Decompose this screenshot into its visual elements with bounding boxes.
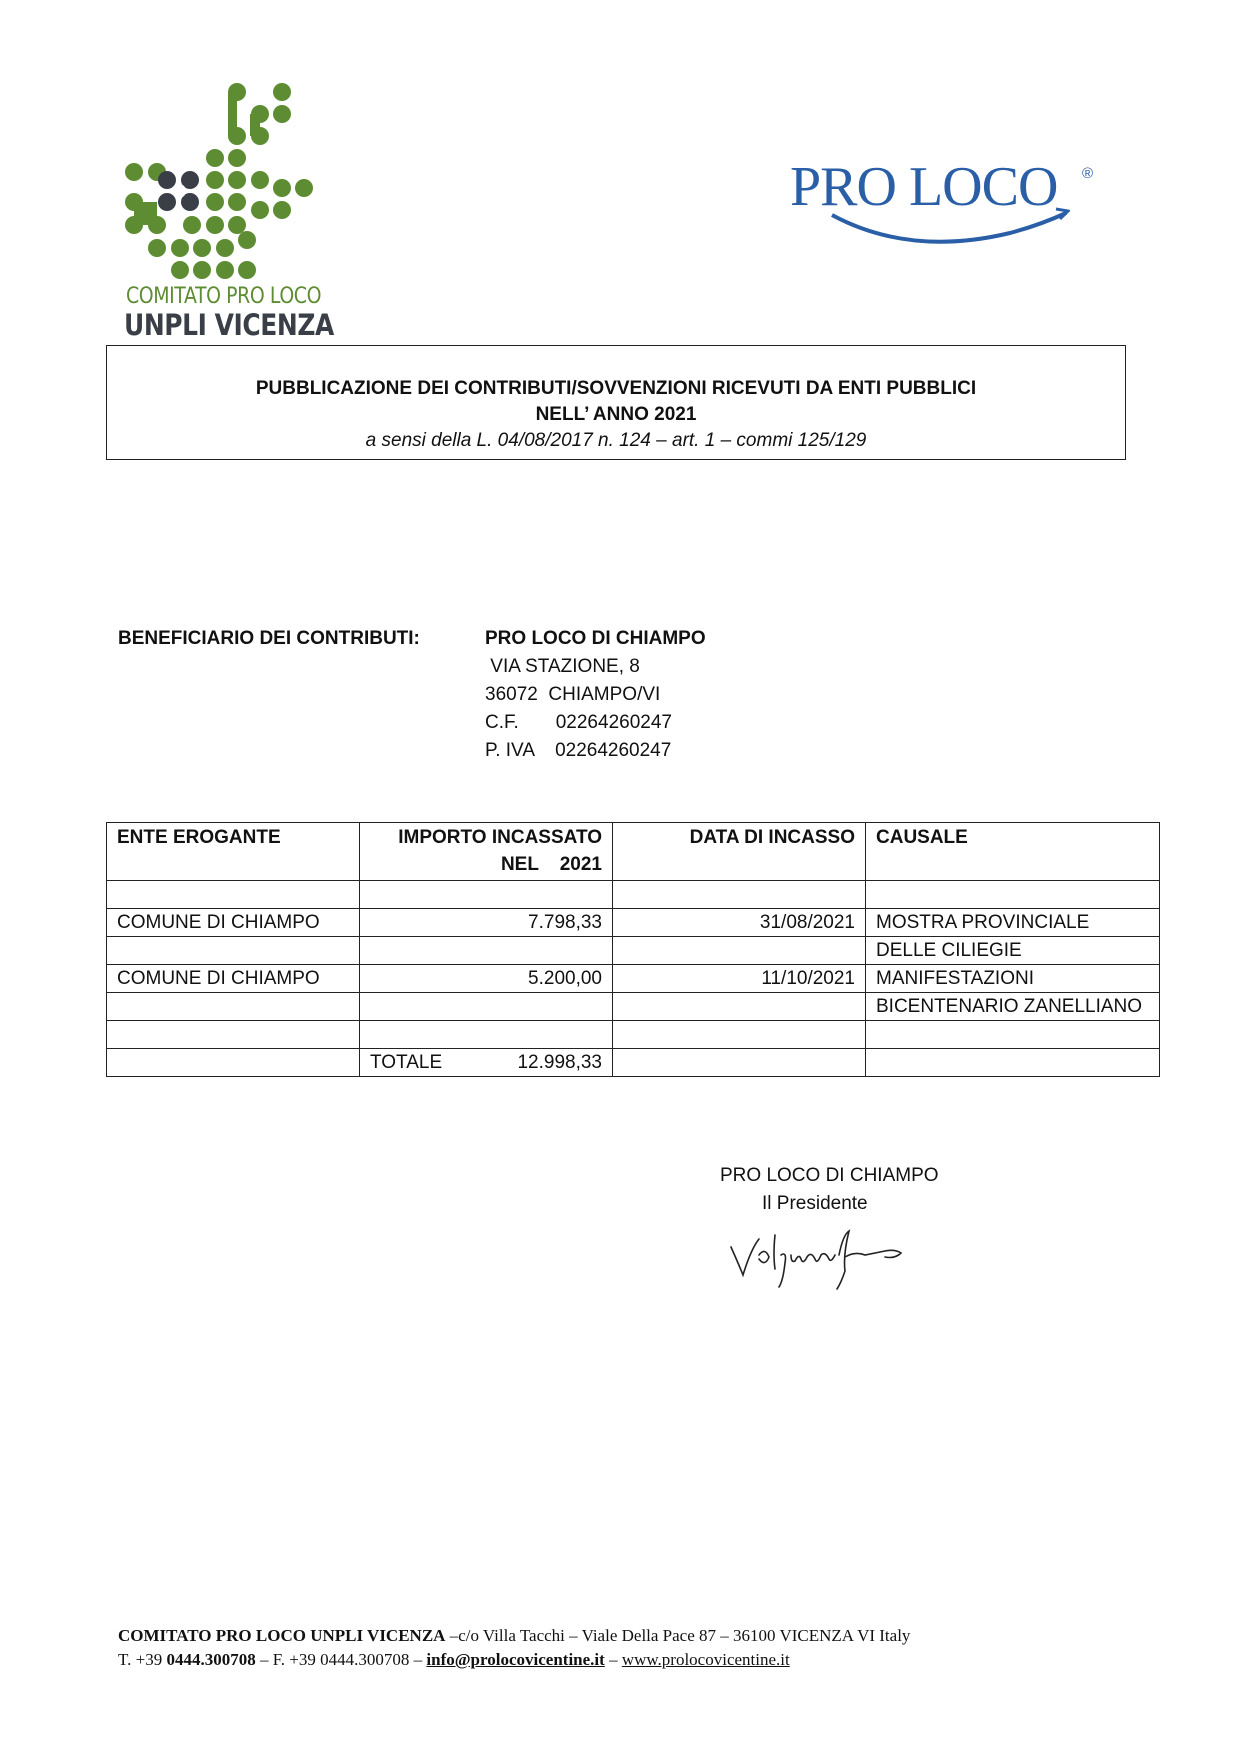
total-value: 12.998,33 [517, 1052, 602, 1073]
cell-ente [107, 881, 360, 909]
cell-data: 11/10/2021 [613, 965, 866, 993]
cell-data [613, 937, 866, 965]
cell-ente: COMUNE DI CHIAMPO [107, 965, 360, 993]
total-row [107, 1049, 1160, 1077]
cell-data [613, 1021, 866, 1049]
cell-data: 31/08/2021 [613, 909, 866, 937]
table-row [107, 937, 1160, 965]
handwritten-signature [725, 1225, 905, 1295]
cell-total [360, 1049, 613, 1077]
cell-causale [866, 1021, 1160, 1049]
unpli-dots-graphic [122, 80, 342, 280]
header-importo [360, 823, 613, 881]
footer-fax: – F. +39 0444.300708 – [255, 1650, 427, 1669]
cell-importo [360, 993, 613, 1021]
cell-causale [866, 881, 1160, 909]
beneficiary-cf: C.F. 02264260247 [485, 712, 672, 733]
proloco-logo [790, 155, 1110, 265]
unpli-vicenza-logo [122, 80, 342, 340]
cell-importo [360, 881, 613, 909]
beneficiary-address: VIA STAZIONE, 8 [485, 656, 640, 677]
unpli-logo-line2: UNPLI VICENZA [124, 308, 334, 342]
cell-ente: COMUNE DI CHIAMPO [107, 909, 360, 937]
total-label: TOTALE [370, 1052, 443, 1073]
footer-phone-prefix: T. +39 [118, 1650, 167, 1669]
table-row [107, 909, 1160, 937]
footer-org: COMITATO PRO LOCO UNPLI VICENZA [118, 1626, 446, 1645]
footer-web-link[interactable]: www.prolocovicentine.it [621, 1650, 790, 1669]
header-importo-line2: NEL 2021 [500, 854, 602, 875]
header-data: DATA DI INCASSO [613, 823, 866, 881]
cell-ente [107, 937, 360, 965]
signature-role: Il Presidente [762, 1193, 868, 1214]
beneficiary-city: 36072 CHIAMPO/VI [485, 684, 661, 705]
footer-sep: – [604, 1650, 622, 1669]
header-box [106, 345, 1126, 460]
cell-ente [107, 1021, 360, 1049]
table-header-row [107, 823, 1160, 881]
cell-causale: MOSTRA PROVINCIALE [866, 909, 1160, 937]
swoosh-icon [830, 205, 1070, 255]
cell-causale: DELLE CILIEGIE [866, 937, 1160, 965]
footer-line2 [118, 1648, 910, 1672]
footer [118, 1624, 910, 1672]
beneficiary-piva: P. IVA 02264260247 [485, 740, 672, 761]
signature-org: PRO LOCO DI CHIAMPO [720, 1165, 939, 1186]
table-row [107, 993, 1160, 1021]
cell-data [613, 881, 866, 909]
cell-empty [866, 1049, 1160, 1077]
proloco-logo-text: PRO LOCO [790, 156, 1058, 218]
header-importo-line1: IMPORTO INCASSATO [398, 827, 602, 848]
beneficiary-label: BENEFICIARIO DEI CONTRIBUTI: [118, 628, 420, 649]
cell-ente [107, 993, 360, 1021]
cell-importo: 7.798,33 [360, 909, 613, 937]
footer-phone: 0444.300708 [166, 1650, 256, 1669]
table-row [107, 881, 1160, 909]
registered-mark: ® [1082, 165, 1094, 182]
cell-importo: 5.200,00 [360, 965, 613, 993]
header-year: NELL’ ANNO 2021 [535, 404, 697, 425]
footer-address: –c/o Villa Tacchi – Viale Della Pace 87 – 36100 VICENZA VI Italy [445, 1626, 911, 1645]
cell-data [613, 993, 866, 1021]
cell-causale: MANIFESTAZIONI [866, 965, 1160, 993]
header-title: PUBBLICAZIONE DEI CONTRIBUTI/SOVVENZIONI RICEVUTI DA ENTI PUBBLICI [255, 378, 977, 399]
contributions-table [106, 822, 1160, 1077]
header-causale: CAUSALE [866, 823, 1160, 881]
table-row [107, 1021, 1160, 1049]
beneficiary-name: PRO LOCO DI CHIAMPO [485, 628, 706, 649]
header-law-reference: a sensi della L. 04/08/2017 n. 124 – art. 1 – commi 125/129 [365, 430, 867, 451]
cell-causale: BICENTENARIO ZANELLIANO [866, 993, 1160, 1021]
footer-email-link[interactable]: info@prolocovicentine.it [426, 1650, 605, 1669]
cell-importo [360, 937, 613, 965]
footer-line1 [118, 1624, 910, 1648]
unpli-logo-line1: COMITATO PRO LOCO [126, 284, 322, 309]
table-row [107, 965, 1160, 993]
cell-importo [360, 1021, 613, 1049]
cell-empty [107, 1049, 360, 1077]
header-ente: ENTE EROGANTE [107, 823, 360, 881]
cell-empty [613, 1049, 866, 1077]
